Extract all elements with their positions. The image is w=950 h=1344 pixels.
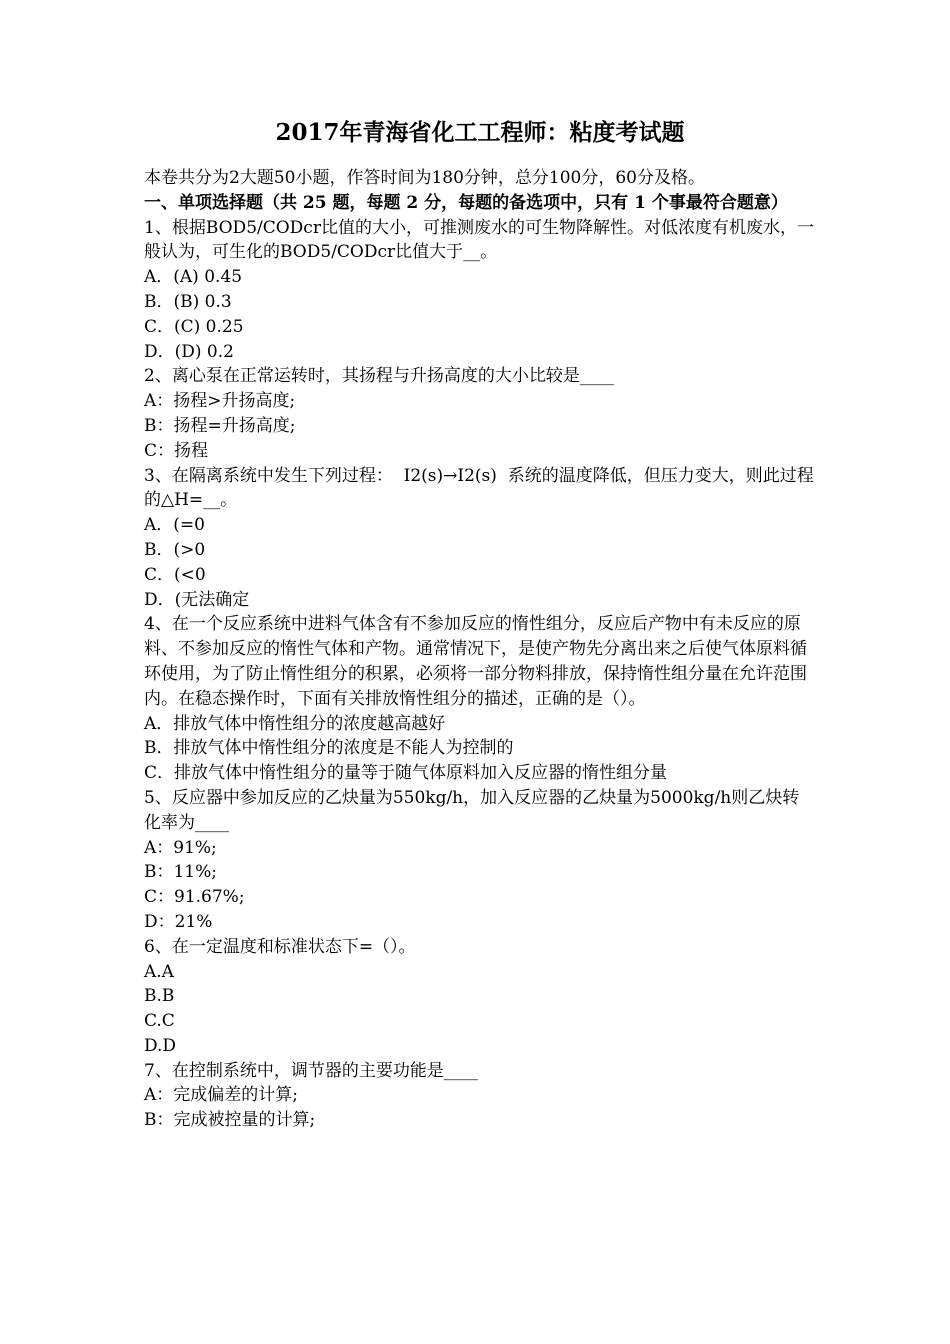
option-a: A：完成偏差的计算; [144,1085,299,1106]
question-7 [144,1059,816,1133]
question-6 [144,935,816,1059]
option-d: D．(无法确定 [144,589,250,610]
question-1 [144,216,816,365]
document-title: 2017年青海省化工工程师：粘度考试题 [275,119,685,146]
option-d: D.D [144,1035,177,1056]
option-c: C．(C) 0.25 [144,316,244,337]
option-a: A：扬程>升扬高度; [144,391,296,412]
question-stem: 7、在控制系统中，调节器的主要功能是____ [144,1060,478,1081]
option-a: A：91%; [144,837,217,858]
option-b: B．(B) 0.3 [144,291,232,312]
option-c: C．(<0 [144,564,206,585]
question-stem: 1、根据BOD5/CODcr比值的大小，可推测废水的可生物降解性。对低浓度有机废水，一般认为，可生化的BOD5/CODcr比值大于__。 [144,217,814,263]
option-b: B：11%; [144,862,218,883]
question-stem: 3、在隔离系统中发生下列过程： I2(s)→I2(s) 系统的温度降低，但压力变大，则此过程的△H=__。 [144,465,814,511]
option-b: B．(>0 [144,539,206,560]
question-2 [144,364,816,463]
option-a: A．(=0 [144,515,205,536]
exam-intro: 本卷共分为2大题50小题，作答时间为180分钟，总分100分，60分及格。 [144,168,705,188]
question-stem: 2、离心泵在正常运转时，其扬程与升扬高度的大小比较是____ [144,366,614,387]
option-c: C：91.67%; [144,887,245,908]
question-stem: 5、反应器中参加反应的乙炔量为550kg/h，加入反应器的乙炔量为5000kg/h则乙炔转化率为____ [144,787,800,833]
option-b: B.B [144,986,175,1007]
option-b: B：扬程=升扬高度; [144,415,296,436]
option-a: A．(A) 0.45 [144,267,243,288]
question-4 [144,612,816,786]
option-b: B：完成被控量的计算; [144,1110,316,1131]
question-stem: 6、在一定温度和标准状态下=（）。 [144,936,416,957]
option-c: C．排放气体中惰性组分的量等于随气体原料加入反应器的惰性组分量 [144,763,668,784]
section-heading: 一、单项选择题（共 25 题，每题 2 分，每题的备选项中，只有 1 个事最符合题意） [144,192,788,213]
option-a: A.A [144,961,174,982]
option-b: B．排放气体中惰性组分的浓度是不能人为控制的 [144,738,514,759]
option-c: C.C [144,1011,175,1032]
question-5 [144,786,816,935]
option-d: D：21% [144,911,213,932]
option-c: C：扬程 [144,440,209,461]
option-d: D．(D) 0.2 [144,341,234,362]
question-3 [144,464,816,613]
option-a: A．排放气体中惰性组分的浓度越高越好 [144,713,446,734]
question-stem: 4、在一个反应系统中进料气体含有不参加反应的惰性组分，反应后产物中有未反应的原料、不参加反应的惰性气体和产物。通常情况下，是使产物先分离出来之后使气体原料循环使用，为了防止惰性组分的积累，必须将一部分物料排放，保持惰性组分量在允许范围内。在稳态操作时，下面有关排放惰性组分的描述，正确的是（）。 [144,614,807,709]
